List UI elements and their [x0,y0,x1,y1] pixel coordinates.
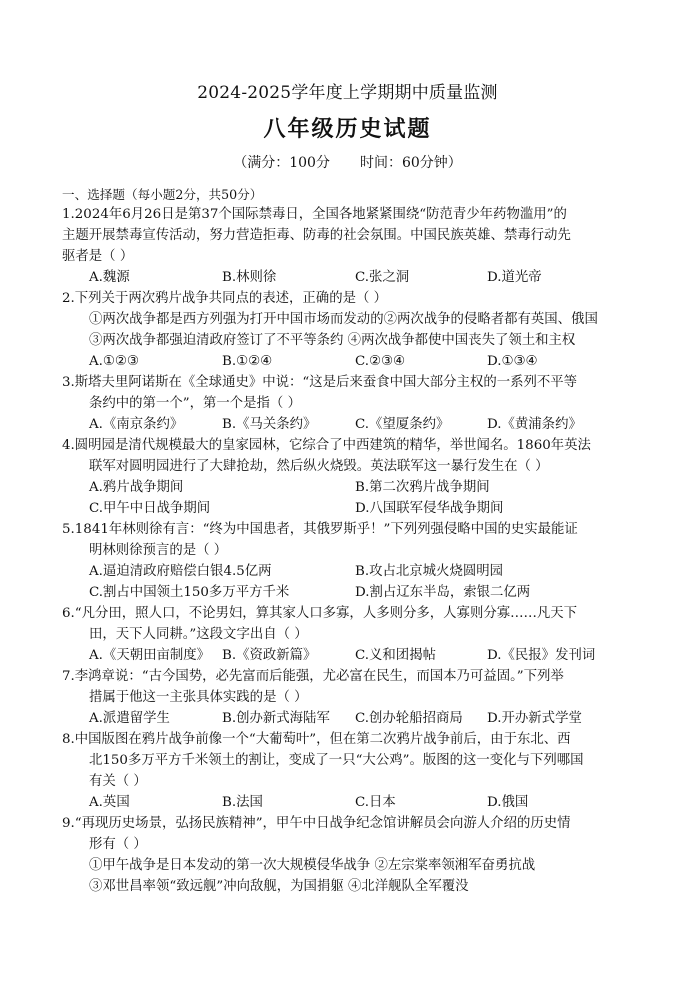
option-a: A.《天朝田亩制度》 [89,648,211,663]
question-line: 北150多万平方千米领土的割让，变成了一只“大公鸡”。版图的这一变化与下列哪国 [89,753,584,768]
option-b: B.《资政新篇》 [222,648,317,663]
full-score: （满分：100分 [233,155,330,171]
option-b: B.《马关条约》 [222,417,317,432]
option-c: C.割占中国领土150多万平方千米 [89,585,290,600]
question-line: ①甲午战争是日本发动的第一次大规模侵华战争 ②左宗棠率领湘军奋勇抗战 [89,858,536,873]
option-b: B.攻占北京城火烧圆明园 [355,564,504,579]
question-line: 措属于他这一主张具体实践的是（ ） [89,690,308,705]
question-line: 有关（ ） [89,774,147,789]
exam-meta [0,152,695,172]
section-heading: 一、选择题（每小题2分，共50分） [62,187,263,202]
question-line: ①两次战争都是西方列强为打开中国市场而发动的②两次战争的侵略者都有英国、俄国 [89,312,598,327]
option-b: B.林则徐 [222,270,277,285]
option-c: C.②③④ [355,354,406,369]
option-d: D.八国联军侵华战争期间 [355,501,504,516]
exam-title: 2024-2025学年度上学期期中质量监测 [197,83,498,103]
question-line: 主题开展禁毒宣传活动，努力营造拒毒、防毒的社会氛围。中国民族英雄、禁毒行动先 [62,228,571,243]
question-line: 驱者是（ ） [62,249,134,264]
question-line: 3.斯塔夫里阿诺斯在《全球通史》中说：“这是后来蚕食中国大部分主权的一系列不平等 [62,375,578,390]
question-line: 1.2024年6月26日是第37个国际禁毒日，全国各地紧紧围绕“防范青少年药物滥用”的 [62,207,567,222]
option-a: A.鸦片战争期间 [89,480,184,495]
question-line: ③两次战争都强迫清政府签订了不平等条约 ④两次战争都使中国丧失了领土和主权 [89,333,576,348]
option-b: B.创办新式海陆军 [222,711,330,726]
option-a: A.《南京条约》 [89,417,184,432]
option-a: A.派遣留学生 [89,711,170,726]
option-c: C.义和团揭帖 [355,648,436,663]
option-a: A.逼迫清政府赔偿白银4.5亿两 [89,564,272,579]
option-c: C.创办轮船招商局 [355,711,463,726]
option-c: C.《望厦条约》 [355,417,450,432]
question-line: 8.中国版图在鸦片战争前像一个“大葡萄叶”，但在第二次鸦片战争前后，由于东北、西 [62,732,571,747]
time-limit: 时间：60分钟） [359,155,462,171]
question-line: 条约中的第一个”，第一个是指（ ） [89,396,301,411]
option-a: A.魏源 [89,270,130,285]
question-line: ③邓世昌率领“致远舰”冲向敌舰，为国捐躯 ④北洋舰队全军覆没 [89,879,469,894]
option-d: D.俄国 [487,795,529,810]
question-line: 形有（ ） [89,837,147,852]
option-d: D.开办新式学堂 [487,711,582,726]
option-d: D.①③④ [487,354,538,369]
question-line: 2.下列关于两次鸦片战争共同点的表述，正确的是（ ） [62,291,388,306]
question-line: 4.圆明园是清代规模最大的皇家园林，它综合了中西建筑的精华，举世闻名。1860年英法 [62,438,591,453]
option-d: D.道光帝 [487,270,542,285]
question-line: 田，天下人同耕。”这段文字出自（ ） [89,627,308,642]
option-d: D.《民报》发刊词 [487,648,596,663]
question-line: 联军对圆明园进行了大肆抢劫，然后纵火烧毁。英法联军这一暴行发生在（ ） [89,459,549,474]
exam-subject: 八年级历史试题 [263,117,432,142]
option-c: C.张之洞 [355,270,410,285]
option-b: B.法国 [222,795,263,810]
option-a: A.①②③ [89,354,139,369]
question-line: 9.“再现历史场景，弘扬民族精神”，甲午中日战争纪念馆讲解员会向游人介绍的历史情 [62,816,571,831]
option-d: D.割占辽东半岛，索银二亿两 [355,585,531,600]
question-line: 明林则徐预言的是（ ） [89,543,228,558]
question-line: 7.李鸿章说：“古今国势，必先富而后能强，尤必富在民生，而国本乃可益固。”下列举 [62,669,564,684]
option-a: A.英国 [89,795,130,810]
option-c: C.甲午中日战争期间 [89,501,211,516]
option-c: C.日本 [355,795,396,810]
option-b: B.第二次鸦片战争期间 [355,480,490,495]
question-line: 5.1841年林则徐有言：“终为中国患者，其俄罗斯乎！”下列列强侵略中国的史实最能证 [62,522,578,537]
option-d: D.《黄浦条约》 [487,417,582,432]
question-line: 6.“凡分田，照人口，不论男妇，算其家人口多寡，人多则分多，人寡则分寡……凡天下 [62,606,578,621]
option-b: B.①②④ [222,354,273,369]
